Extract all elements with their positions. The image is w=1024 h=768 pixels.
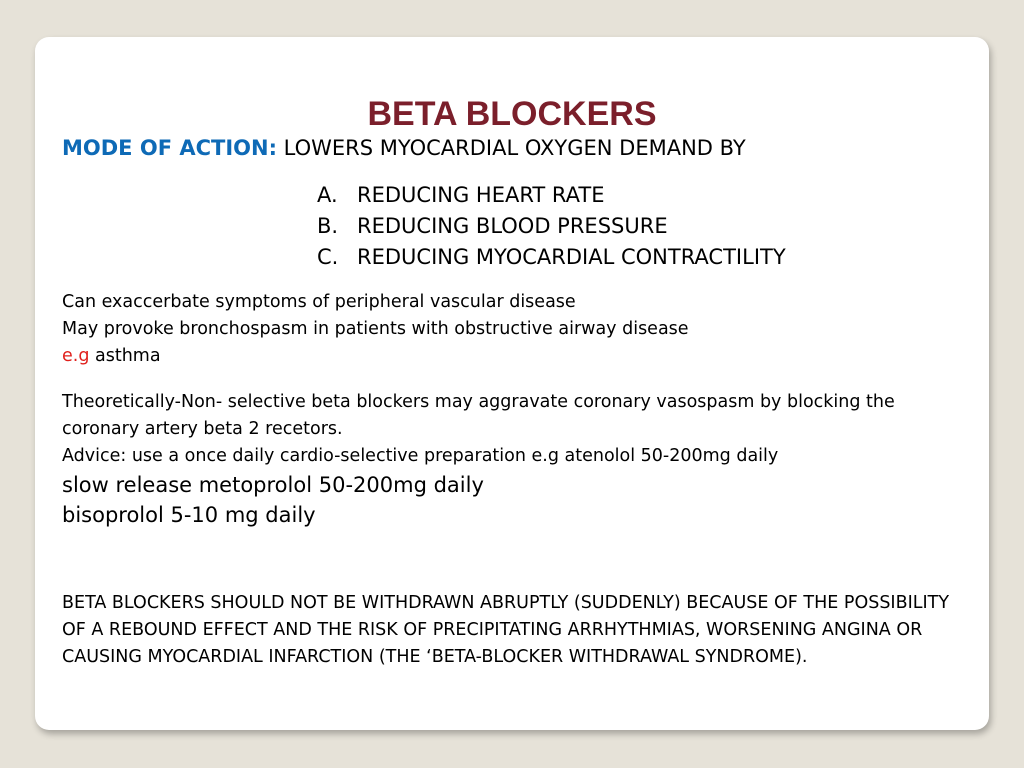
drug-line-2: bisoprolol 5-10 mg daily bbox=[62, 503, 316, 527]
mode-of-action-text: LOWERS MYOCARDIAL OXYGEN DEMAND BY bbox=[276, 136, 746, 160]
mechanism-text: REDUCING BLOOD PRESSURE bbox=[357, 214, 668, 238]
caution-example bbox=[62, 343, 962, 370]
mechanism-letter: C. bbox=[317, 245, 339, 269]
drug-line-1: slow release metoprolol 50-200mg daily bbox=[62, 473, 484, 497]
mechanism-letter: B. bbox=[317, 214, 339, 238]
mechanism-item-a bbox=[317, 180, 786, 211]
advice-text: Advice: use a once daily cardio-selective preparation e.g atenolol 50-200mg daily bbox=[62, 446, 779, 466]
mechanism-text: REDUCING HEART RATE bbox=[357, 183, 605, 207]
caution-line-1: Can exaccerbate symptoms of peripheral vascular disease bbox=[62, 292, 576, 312]
mechanism-item-b bbox=[317, 211, 786, 242]
withdrawal-warning: BETA BLOCKERS SHOULD NOT BE WITHDRAWN ABRUPTLY (SUDDENLY) BECAUSE OF THE POSSIBILITY OF A REBOUND EFFECT AND THE RISK OF PRECIPITATING ARRHYTHMIAS, WORSENING ANGINA OR CAUSING MYOCARDIAL INFARCTION (THE ‘BETA-BLOCKER WITHDRAWAL SYNDROME). bbox=[62, 593, 950, 667]
mechanism-item-c bbox=[317, 242, 786, 273]
eg-text: asthma bbox=[89, 346, 161, 366]
caution-line-2: May provoke bronchospasm in patients with obstructive airway disease bbox=[62, 319, 689, 339]
caution-paragraph bbox=[62, 289, 962, 370]
mechanism-text: REDUCING MYOCARDIAL CONTRACTILITY bbox=[357, 245, 786, 269]
mechanism-list bbox=[317, 180, 786, 273]
theory-text: Theoretically-Non- selective beta blockers may aggravate coronary vasospasm by blocking the coronary artery beta 2 recetors. bbox=[62, 392, 895, 439]
mechanism-letter: A. bbox=[317, 183, 338, 207]
mode-of-action-line bbox=[62, 133, 746, 163]
eg-label: e.g bbox=[62, 346, 90, 366]
theory-paragraph bbox=[62, 389, 962, 530]
mode-of-action-label: MODE OF ACTION: bbox=[62, 136, 277, 160]
slide-title: BETA BLOCKERS bbox=[367, 95, 657, 133]
